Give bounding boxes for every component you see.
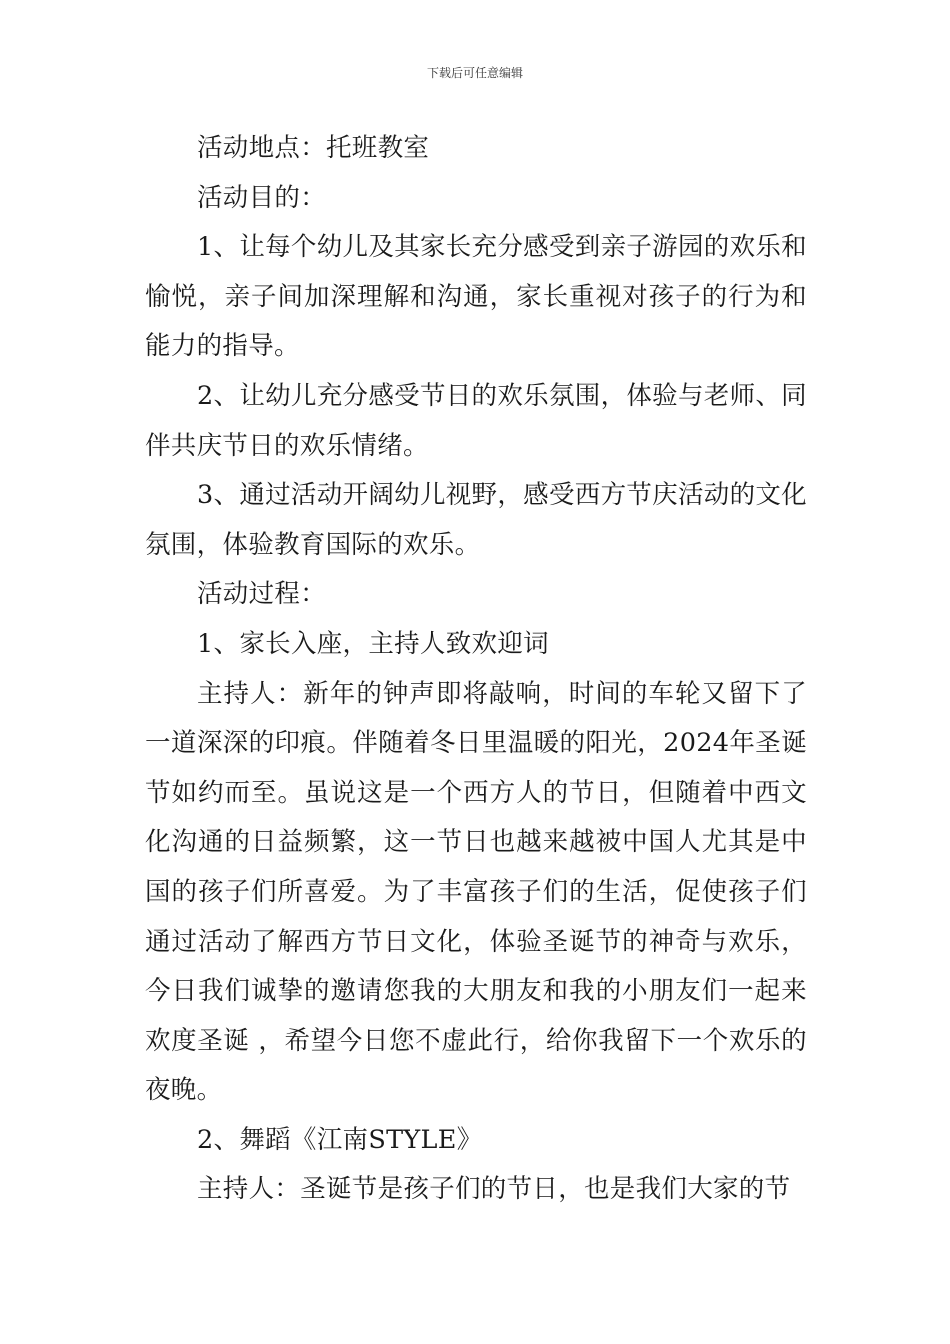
document-body: [145, 124, 807, 1215]
paragraph-purpose-heading: 活动目的：: [197, 182, 327, 213]
paragraph-host-speech-1: 主持人：新年的钟声即将敲响，时间的车轮又留下了一道深深的印痕。伴随着冬日里温暖的阳光，2024年圣诞节如约而至。虽说这是一个西方人的节日，但随着中西文化沟通的日益频繁，这一节日也越来越被中国人尤其是中国的孩子们所喜爱。为了丰富孩子们的生活，促使孩子们通过活动了解西方节日文化，体验圣诞节的神奇与欢乐，今日我们诚挚的邀请您我的大朋友和我的小朋友们一起来欢度圣诞 ，希望今日您不虚此行，给你我留下一个欢乐的夜晚。: [145, 678, 807, 1106]
paragraph-location: 活动地点：托班教室: [197, 133, 430, 163]
paragraph-purpose-1: 1、让每个幼儿及其家长充分感受到亲子游园的欢乐和愉悦，亲子间加深理解和沟通，家长重视对孩子的行为和能力的指导。: [145, 232, 807, 362]
page-header: 下载后可任意编辑: [426, 66, 523, 80]
paragraph-process-2: 2、舞蹈《江南STYLE》: [197, 1124, 483, 1155]
paragraph-host-speech-2: 主持人：圣诞节是孩子们的节日，也是我们大家的节: [197, 1174, 791, 1205]
paragraph-process-1: 1、家长入座，主持人致欢迎词: [197, 628, 549, 659]
paragraph-purpose-2: 2、让幼儿充分感受节日的欢乐氛围，体验与老师、同伴共庆节日的欢乐情绪。: [145, 380, 807, 461]
paragraph-purpose-3: 3、通过活动开阔幼儿视野，感受西方节庆活动的文化氛围，体验教育国际的欢乐。: [145, 480, 807, 560]
paragraph-process-heading: 活动过程：: [197, 579, 327, 610]
